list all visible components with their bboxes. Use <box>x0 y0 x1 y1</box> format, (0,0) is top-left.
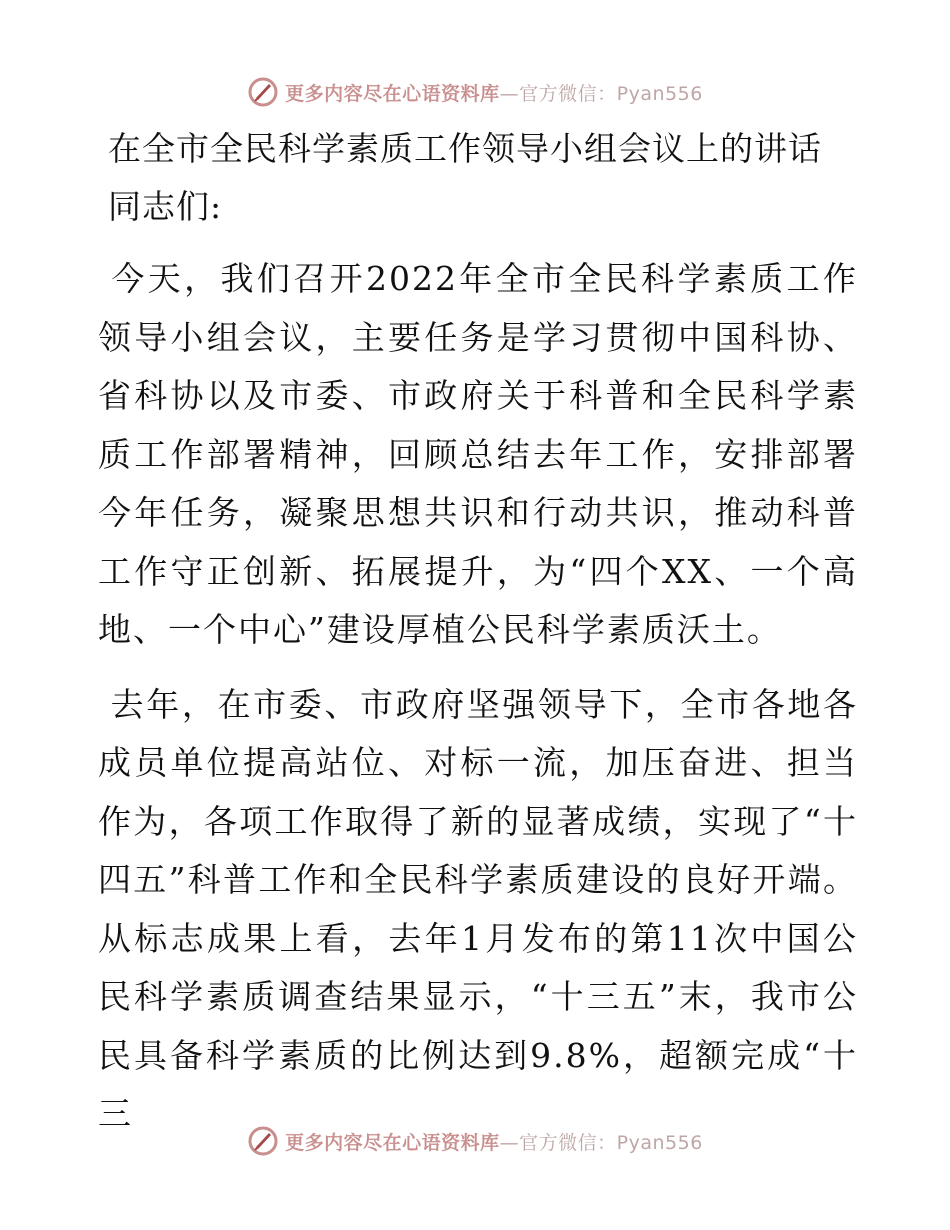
salutation: 同志们: <box>108 187 223 226</box>
watermark-text <box>285 1128 703 1155</box>
document-title: 在全市全民科学素质工作领导小组会议上的讲话 <box>108 129 822 168</box>
document-body <box>98 120 858 1144</box>
header-watermark <box>0 72 950 112</box>
watermark-right-text: —官方微信：Pyan556 <box>499 1131 703 1154</box>
watermark-left-text: 更多内容尽在心语资料库 <box>285 82 500 105</box>
watermark-right-text: —官方微信：Pyan556 <box>499 82 703 105</box>
paragraph-1 <box>98 250 858 660</box>
paragraph-2-text: 去年，在市委、市政府坚强领导下，全市各地各成员单位提高站位、对标一流，加压奋进、担当作为，各项工作取得了新的显著成绩，实现了“十四五”科普工作和全民科学素质建设的良好开端。从标志成果上看，去年1月发布的第11次中国公民科学素质调查结果显示，“十三五”末，我市公民具备科学素质的比例达到9.8%，超额完成“十三 <box>98 684 858 1133</box>
paragraph-2 <box>98 676 858 1144</box>
quill-circle-icon <box>247 1125 279 1157</box>
quill-circle-icon <box>247 76 279 108</box>
watermark-text <box>285 79 703 106</box>
paragraph-1-text: 今天，我们召开2022年全市全民科学素质工作领导小组会议，主要任务是学习贯彻中国科协、省科协以及市委、市政府关于科普和全民科学素质工作部署精神，回顾总结去年工作，安排部署今年任务，凝聚思想共识和行动共识，推动科普工作守正创新、拓展提升，为“四个XX、一个高地、一个中心”建设厚植公民科学素质沃土。 <box>98 259 858 649</box>
watermark-left-text: 更多内容尽在心语资料库 <box>285 1131 500 1154</box>
footer-watermark <box>0 1121 950 1161</box>
